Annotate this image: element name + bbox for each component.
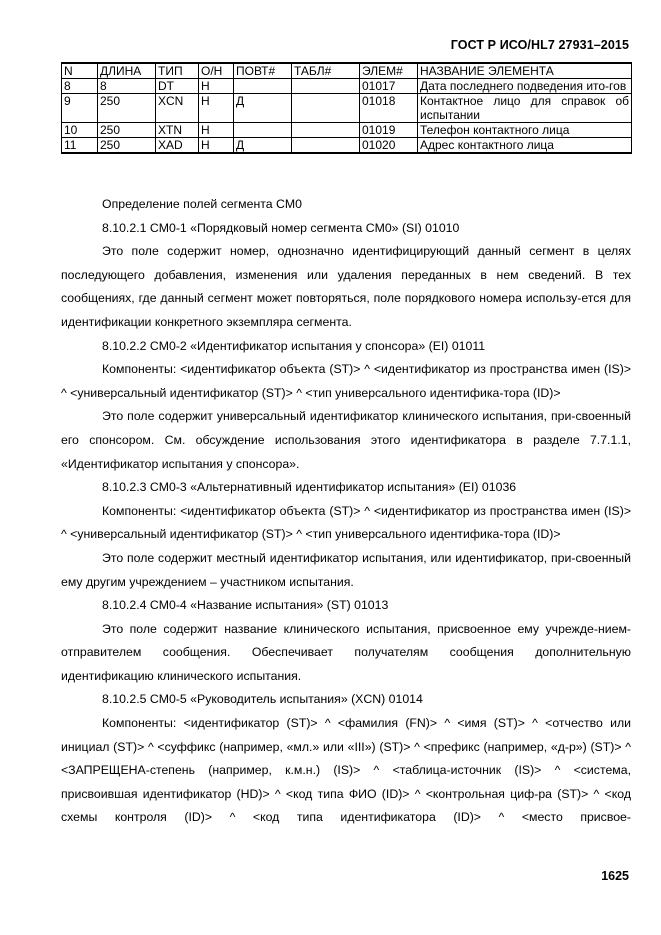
- table-cell: Н: [199, 123, 234, 138]
- table-cell: 250: [98, 138, 156, 154]
- table-header-row: [62, 63, 632, 79]
- table-cell: [234, 79, 292, 94]
- column-header: ТИП: [156, 63, 199, 79]
- paragraph: Это поле содержит название клинического испытания, присвоенное ему учрежде-нием-отправителем сообщения. Обеспечивает получателям сообщения дополнительную идентификацию клинического испытания.: [61, 621, 631, 683]
- table-cell: 8: [62, 79, 98, 94]
- table-row: [62, 123, 632, 138]
- field-heading-cm0-3: 8.10.2.3 CM0-3 «Альтернативный идентификатор испытания» (EI) 01036: [102, 480, 517, 495]
- column-header: О/Н: [199, 63, 234, 79]
- page-number: 1625: [601, 869, 629, 883]
- table-cell: [234, 123, 292, 138]
- table-cell: Д: [234, 94, 292, 123]
- table-cell: XTN: [156, 123, 199, 138]
- table-cell: Дата последнего подведения ито-гов: [418, 79, 632, 94]
- table-cell: 01017: [360, 79, 418, 94]
- components-paragraph: Компоненты: <идентификатор (ST)> ^ <фамилия (FN)> ^ <имя (ST)> ^ <отчество или инициал (ST)> ^ <суффикс (например, «мл.» или «III») (ST)> ^ <префикс (например, «д-р») (ST)> ^ <ЗАПРЕЩЕНА-степень (например, к.м.н.) (IS)> ^ <таблица-источник (IS)> ^ <система, присвоившая идентификатор (HD)> ^ <код типа ФИО (ID)> ^ <контрольная циф-ра (ST)> ^ <код схемы контроля (ID)> ^ <код типа идентификатора (ID)> ^ <место присвое-: [61, 716, 631, 825]
- document-body: [61, 193, 631, 830]
- paragraph: Это поле содержит универсальный идентификатор клинического испытания, при-своенный его спонсором. См. обсуждение использования этого идентификатора в разделе 7.7.1.1, «Идентификатор испытания у спонсора».: [61, 409, 631, 471]
- table-cell: Н: [199, 79, 234, 94]
- table-cell: Адрес контактного лица: [418, 138, 632, 154]
- field-heading-cm0-4: 8.10.2.4 CM0-4 «Название испытания» (ST) 01013: [102, 598, 389, 613]
- table-cell: 250: [98, 94, 156, 123]
- table-cell: [292, 138, 360, 154]
- table-cell: 01018: [360, 94, 418, 123]
- section-intro: Определение полей сегмента CM0: [102, 197, 302, 211]
- components-paragraph: Компоненты: <идентификатор объекта (ST)> ^ <идентификатор из пространства имен (IS)> ^ <универсальный идентификатор (ST)> ^ <тип универсального идентифика-тора (ID)>: [61, 503, 631, 542]
- table-cell: [292, 123, 360, 138]
- field-heading-cm0-1: 8.10.2.1 CM0-1 «Порядковый номер сегмента CM0» (SI) 01010: [102, 220, 460, 235]
- column-header: ТАБЛ#: [292, 63, 360, 79]
- paragraph: Это поле содержит номер, однозначно идентифицирующий данный сегмент в целях последующего добавления, изменения или удаления переданных в нем сведений. В тех сообщениях, где данный сегмент может повторяться, поле порядкового номера использу-ется для идентификации конкретного экземпляра сегмента.: [61, 244, 631, 329]
- table-row: [62, 79, 632, 94]
- column-header: ПОВТ#: [234, 63, 292, 79]
- table-cell: 8: [98, 79, 156, 94]
- table-cell: [292, 94, 360, 123]
- table-cell: [292, 79, 360, 94]
- table-cell: Телефон контактного лица: [418, 123, 632, 138]
- table-cell: Н: [199, 94, 234, 123]
- table-cell: 10: [62, 123, 98, 138]
- field-heading-cm0-5: 8.10.2.5 CM0-5 «Руководитель испытания» (XCN) 01014: [102, 692, 423, 707]
- column-header: ДЛИНА: [98, 63, 156, 79]
- table-cell: 250: [98, 123, 156, 138]
- table-cell: Контактное лицо для справок об испытании: [418, 94, 632, 123]
- components-paragraph: Компоненты: <идентификатор объекта (ST)> ^ <идентификатор из пространства имен (IS)> ^ <универсальный идентификатор (ST)> ^ <тип универсального идентифика-тора (ID)>: [61, 362, 631, 400]
- document-header: ГОСТ Р ИСО/HL7 27931–2015: [450, 38, 629, 52]
- table-cell: 01020: [360, 138, 418, 154]
- table-cell: DT: [156, 79, 199, 94]
- table-cell: 01019: [360, 123, 418, 138]
- segment-fields-table: [61, 62, 632, 154]
- table-cell: 11: [62, 138, 98, 154]
- paragraph: Это поле содержит местный идентификатор испытания, или идентификатор, при-своенный ему другим учреждением – участником испытания.: [61, 550, 631, 589]
- table-cell: XCN: [156, 94, 199, 123]
- table-cell: 9: [62, 94, 98, 123]
- column-header: НАЗВАНИЕ ЭЛЕМЕНТА: [418, 63, 632, 79]
- table-cell: Н: [199, 138, 234, 154]
- table-cell: Д: [234, 138, 292, 154]
- column-header: N: [62, 63, 98, 79]
- table-row: [62, 138, 632, 154]
- field-heading-cm0-2: 8.10.2.2 CM0-2 «Идентификатор испытания у спонсора» (EI) 01011: [102, 338, 486, 353]
- table-cell: XAD: [156, 138, 199, 154]
- column-header: ЭЛЕМ#: [360, 63, 418, 79]
- table-row: [62, 94, 632, 123]
